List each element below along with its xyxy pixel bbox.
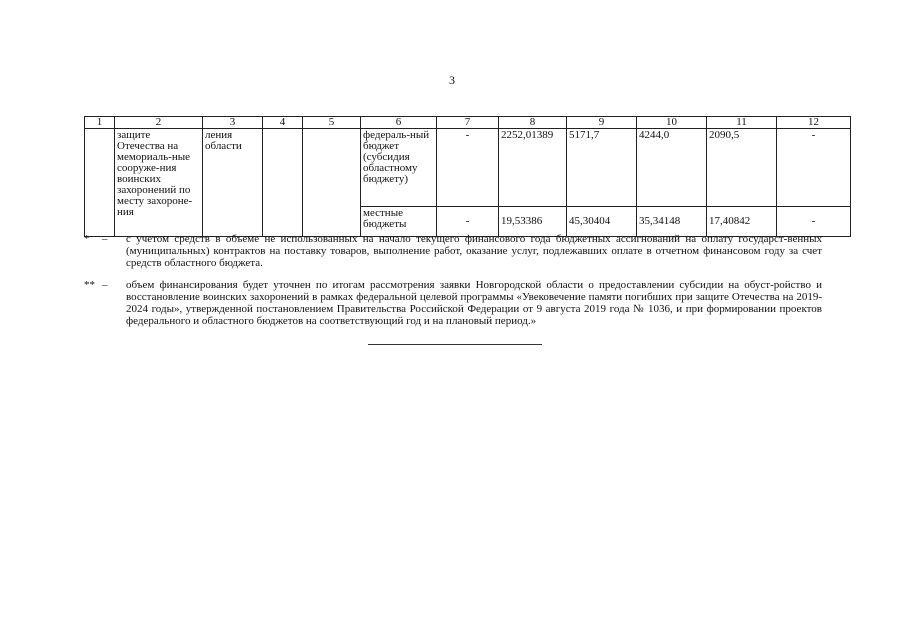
footnote-text: с учетом средств в объеме не использованных на начало текущего финансового года бюджетных ассигнований на оплату государст-венных (муниципальных) контрактов на поставку товаров, выполнение работ, оказание услуг, подлежавших оплате в отчетном финансовом году за счет средств областного бюджета.	[126, 233, 822, 269]
table-row	[85, 129, 851, 207]
cell-description: защите Отечества на мемориаль-ные сооруже-ния воинских захоронений по месту захороне-ния	[115, 129, 203, 237]
col-header-3: 3	[203, 117, 263, 129]
footnote-1	[84, 233, 822, 269]
cell-c8: 19,53386	[499, 207, 567, 237]
header-row	[85, 117, 851, 129]
col-header-12: 12	[777, 117, 851, 129]
footnote-mark: *	[84, 233, 90, 245]
cell-source: местные бюджеты	[361, 207, 437, 237]
cell-col4	[263, 129, 303, 237]
col-header-11: 11	[707, 117, 777, 129]
col-header-1: 1	[85, 117, 115, 129]
col-header-10: 10	[637, 117, 707, 129]
col-header-2: 2	[115, 117, 203, 129]
col-header-5: 5	[303, 117, 361, 129]
cell-col5	[303, 129, 361, 237]
cell-c9: 45,30404	[567, 207, 637, 237]
cell-source: федераль-ный бюджет (субсидия областному бюджету)	[361, 129, 437, 207]
footnote-dash: –	[102, 233, 108, 245]
cell-c11: 2090,5	[707, 129, 777, 207]
col-header-8: 8	[499, 117, 567, 129]
cell-c10: 4244,0	[637, 129, 707, 207]
cell-col1	[85, 129, 115, 237]
cell-c11: 17,40842	[707, 207, 777, 237]
cell-c10: 35,34148	[637, 207, 707, 237]
footnote-mark: **	[84, 279, 95, 291]
col-header-7: 7	[437, 117, 499, 129]
closing-rule	[368, 344, 542, 345]
footnote-dash: –	[102, 279, 108, 291]
cell-c12: -	[777, 129, 851, 207]
footnotes	[84, 233, 822, 337]
cell-c9: 5171,7	[567, 129, 637, 207]
col-header-6: 6	[361, 117, 437, 129]
cell-c12: -	[777, 207, 851, 237]
financing-table	[84, 116, 851, 237]
page-number: 3	[449, 73, 455, 87]
col-header-4: 4	[263, 117, 303, 129]
cell-c8: 2252,01389	[499, 129, 567, 207]
cell-executor: ления области	[203, 129, 263, 237]
footnote-text: объем финансирования будет уточнен по итогам рассмотрения заявки Новгородской области о предоставлении субсидии на обуст-ройство и восстановление воинских захоронений в рамках федеральной целевой программы «Увековечение памяти погибших при защите Отечества на 2019-2024 годы», утвержденной постановлением Правительства Российской Федерации от 9 августа 2019 года № 1036, и при формировании проектов федерального и областного бюджетов на соответствующий год и на плановый период.»	[126, 279, 822, 327]
cell-c7: -	[437, 207, 499, 237]
footnote-2	[84, 279, 822, 327]
col-header-9: 9	[567, 117, 637, 129]
cell-c7: -	[437, 129, 499, 207]
